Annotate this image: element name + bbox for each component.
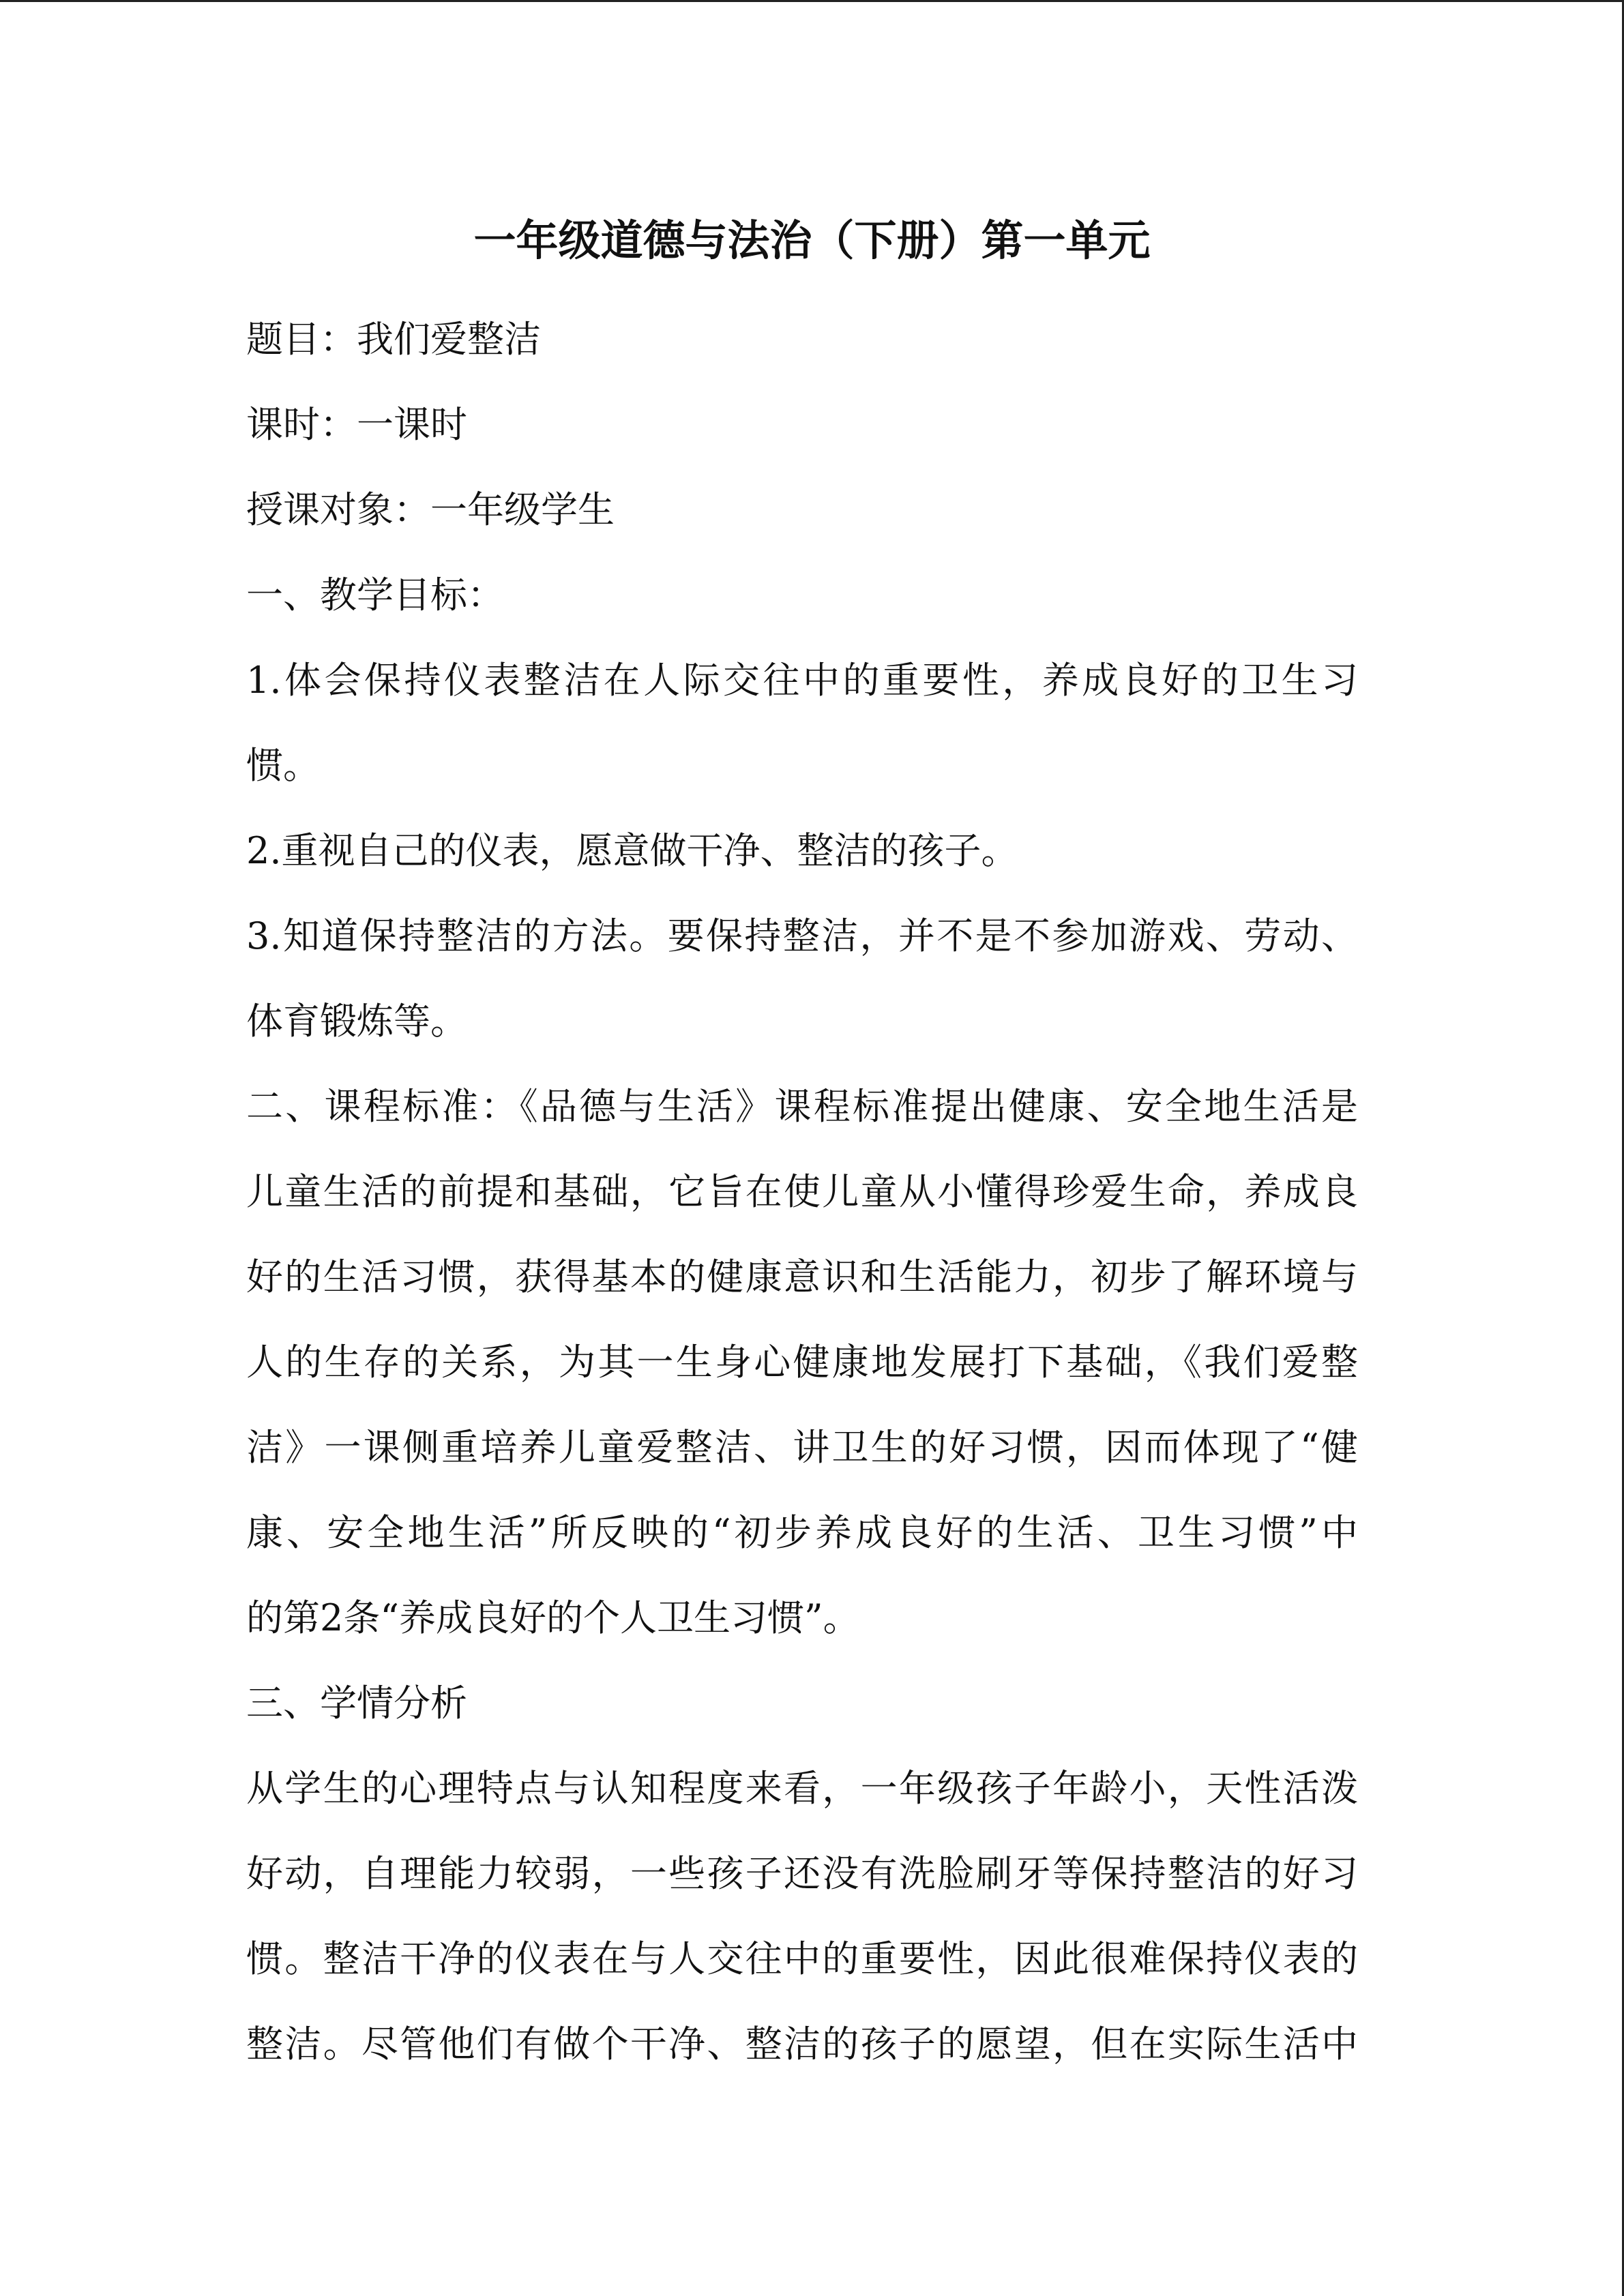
curriculum-standard-line-5: 洁》一课侧重培养儿童爱整洁、讲卫生的好习惯，因而体现了“健 <box>246 1426 1358 1469</box>
curriculum-standard-line-4: 人的生存的关系，为其一生身心健康地发展打下基础，《我们爱整 <box>246 1341 1358 1384</box>
curriculum-standard-line-1: 二、课程标准：《品德与生活》课程标准提出健康、安全地生活是 <box>246 1085 1358 1128</box>
section-heading-analysis: 三、学情分析 <box>246 1682 467 1725</box>
document-body <box>246 297 1358 2087</box>
analysis-line-2: 好动，自理能力较弱，一些孩子还没有洗脸刷牙等保持整洁的好习 <box>246 1852 1358 1895</box>
curriculum-standard-line-3: 好的生活习惯，获得基本的健康意识和生活能力，初步了解环境与 <box>246 1255 1358 1298</box>
curriculum-standard-line-6: 康、安全地生活”所反映的“初步养成良好的生活、卫生习惯”中 <box>246 1511 1358 1554</box>
objective-1-line-2: 惯。 <box>246 744 320 787</box>
section-heading-objectives: 一、教学目标： <box>246 573 504 616</box>
analysis-line-3: 惯。整洁干净的仪表在与人交往中的重要性，因此很难保持仪表的 <box>246 1937 1358 1980</box>
document-title: 一年级道德与法治（下册）第一单元 <box>473 215 1151 265</box>
objective-1-line-1: 1.体会保持仪表整洁在人际交往中的重要性，养成良好的卫生习 <box>246 659 1358 702</box>
objective-2-line: 2.重视自己的仪表，愿意做干净、整洁的孩子。 <box>246 829 1018 872</box>
analysis-line-4: 整洁。尽管他们有做个干净、整洁的孩子的愿望，但在实际生活中 <box>246 2023 1358 2066</box>
curriculum-standard-line-2: 儿童生活的前提和基础，它旨在使儿童从小懂得珍爱生命，养成良 <box>246 1170 1358 1213</box>
lesson-topic-line: 题目：我们爱整洁 <box>246 318 541 361</box>
analysis-line-1: 从学生的心理特点与认知程度来看，一年级孩子年龄小，天性活泼 <box>246 1767 1358 1810</box>
objective-3-line-1: 3.知道保持整洁的方法。要保持整洁，并不是不参加游戏、劳动、 <box>246 914 1358 957</box>
objective-3-line-2: 体育锻炼等。 <box>246 1000 467 1043</box>
lesson-duration-line: 课时：一课时 <box>246 403 467 446</box>
lesson-audience-line: 授课对象：一年级学生 <box>246 488 615 531</box>
curriculum-standard-line-7: 的第2条“养成良好的个人卫生习惯”。 <box>246 1596 860 1639</box>
